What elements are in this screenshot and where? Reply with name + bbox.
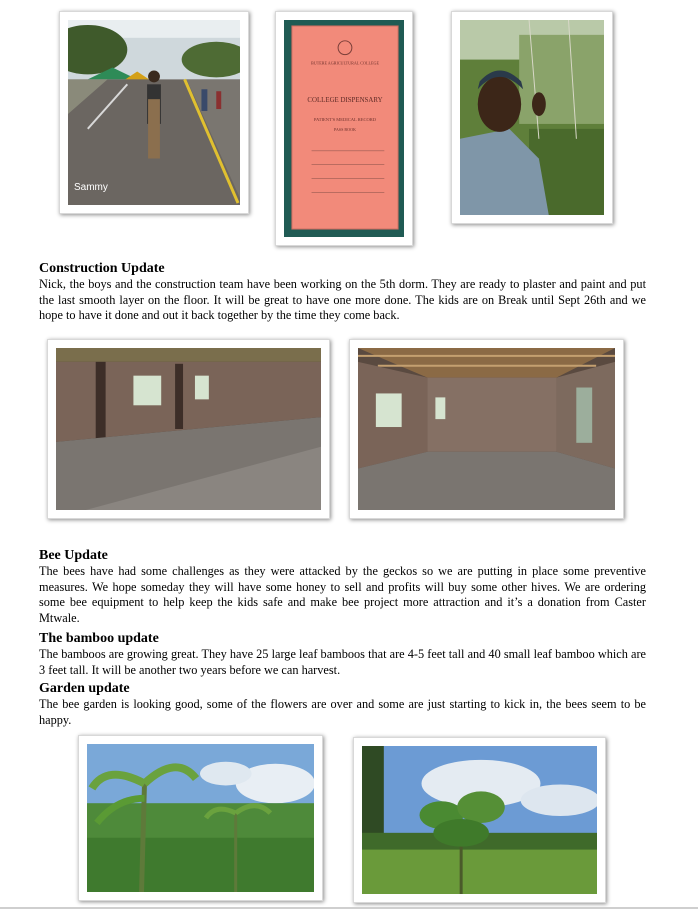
page-bottom-rule bbox=[0, 907, 698, 909]
photo-frame-tree-garden bbox=[353, 737, 606, 903]
photo-dorm-interior-left bbox=[56, 348, 321, 510]
bee-paragraph: The bees have had some challenges as they were attacked by the geckos so we are putting in place some preventive measures. We hope someday they will have some honey to sell and profits will buy some other hives. We are ordering some bee equipment to help keep the kids safe and make bee project more attraction and it’s a donation from Caster Mtwale. bbox=[39, 564, 646, 625]
book-title-text: COLLEGE DISPENSARY bbox=[307, 97, 383, 105]
photo-frame-selfie bbox=[451, 11, 613, 224]
book-college-text: BUTERE AGRICULTURAL COLLEGE bbox=[310, 60, 379, 66]
photo-dorm-interior-right bbox=[358, 348, 615, 510]
bee-heading: Bee Update bbox=[39, 548, 108, 563]
photo-selfie-garden bbox=[460, 20, 604, 215]
bamboo-paragraph: The bamboos are growing great. They have 25 large leaf bamboos that are 4-5 feet tall and 40 small leaf bamboo which are 3 feet tall. It will be another two years before we can harvest. bbox=[39, 647, 646, 677]
photo-frame-dorm-right bbox=[349, 339, 624, 519]
photo-sammy-road bbox=[68, 20, 240, 205]
book-subtitle2-text: PASS BOOK bbox=[333, 126, 357, 132]
photo-caption: Sammy bbox=[74, 182, 108, 193]
garden-paragraph: The bee garden is looking good, some of the flowers are over and some are just starting to kick in, the bees seem to be happy. bbox=[39, 697, 646, 727]
photo-frame-sammy bbox=[59, 11, 249, 214]
photo-frame-banana-garden bbox=[78, 735, 323, 901]
photo-tree-garden bbox=[362, 746, 597, 894]
photo-dispensary-book bbox=[284, 20, 404, 237]
construction-heading: Construction Update bbox=[39, 261, 165, 276]
photo-frame-dorm-left bbox=[47, 339, 330, 519]
photo-banana-garden bbox=[87, 744, 314, 892]
book-subtitle-text: PATIENT'S MEDICAL RECORD bbox=[313, 117, 377, 123]
construction-paragraph: Nick, the boys and the construction team have been working on the 5th dorm. They are ready to plaster and paint and put the last smooth layer on the floor. It will be great to have one more done. The kids are on Break until Sept 26th and we hope to have it done and out it back together by the time they come back. bbox=[39, 277, 646, 322]
bamboo-heading: The bamboo update bbox=[39, 631, 159, 646]
garden-heading: Garden update bbox=[39, 681, 130, 696]
photo-frame-dispensary-book bbox=[275, 11, 413, 246]
